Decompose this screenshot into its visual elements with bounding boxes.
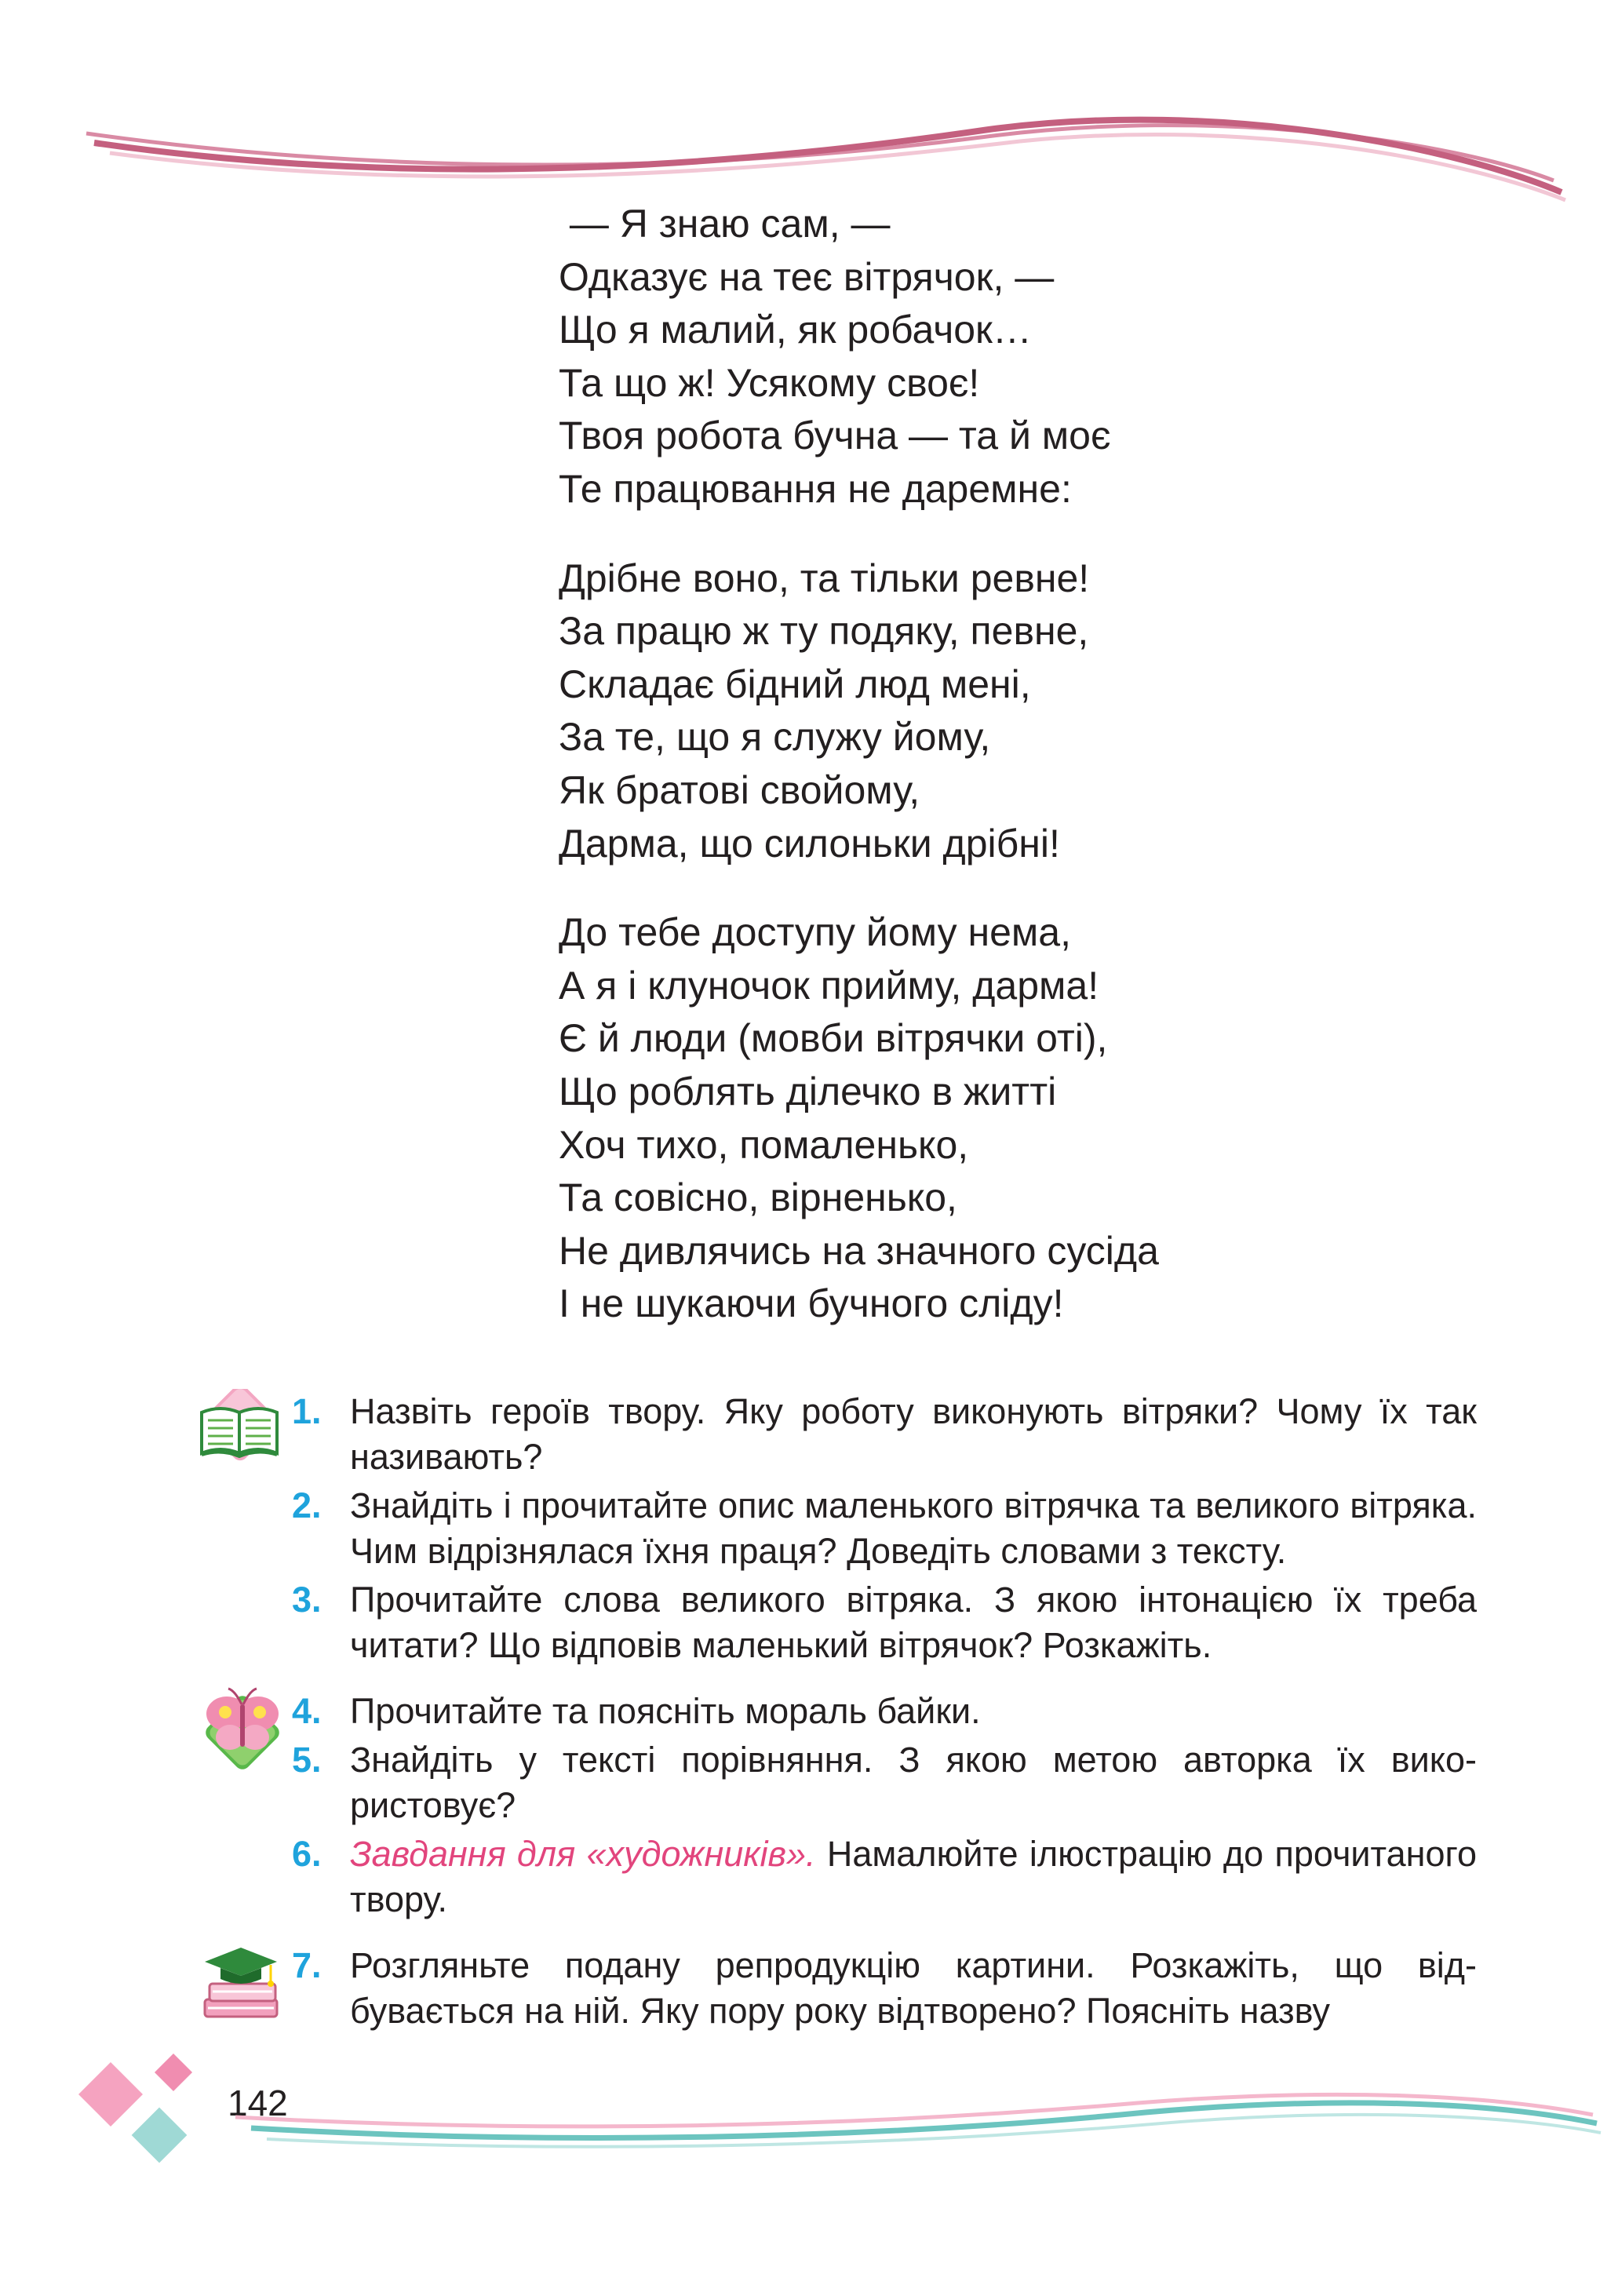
question-group-3 xyxy=(292,1943,1477,2034)
poem-line: За те, що я служу йому, xyxy=(559,715,991,760)
question-text: Намалюйте ілюстрацію до прочитаного твору. xyxy=(350,1834,1477,1919)
page-number: 142 xyxy=(228,2083,288,2123)
poem-line: Те працювання не даремне: xyxy=(559,466,1072,511)
butterfly-icon xyxy=(194,1681,291,1778)
question-item xyxy=(292,1689,1477,1734)
question-number: 2. xyxy=(292,1485,322,1525)
task-highlight: Завдання для «художників». xyxy=(350,1834,816,1874)
question-number: 6. xyxy=(292,1834,322,1874)
question-number: 4. xyxy=(292,1691,322,1731)
question-item xyxy=(292,1943,1477,2034)
stanza-1 xyxy=(559,198,1159,516)
bottom-swoosh-decoration xyxy=(0,2072,1607,2166)
poem-line: За працю ж ту подяку, певне, xyxy=(559,609,1089,654)
poem-line: Що роблять ділечко в житті xyxy=(559,1069,1057,1113)
question-group-1 xyxy=(292,1389,1477,1668)
question-text: Назвіть героїв твору. Яку роботу виконують вітряки? Чому їх так називають? xyxy=(350,1391,1477,1477)
poem-line: Дарма, що силоньки дрібні! xyxy=(559,821,1060,866)
question-text: Знайдіть у тексті порівняння. З якою метою авторка їх використовує? xyxy=(350,1740,1477,1825)
question-group-2 xyxy=(292,1689,1477,1922)
poem-line: До тебе доступу йому нема, xyxy=(559,910,1071,955)
question-number: 5. xyxy=(292,1740,322,1780)
graduation-cap-books-icon xyxy=(194,1938,288,2032)
stanza-3 xyxy=(559,906,1159,1331)
poem-line: І не шукаючи бучного сліду! xyxy=(559,1281,1064,1326)
poem-line: Як братові свойому, xyxy=(559,767,920,812)
question-text: Прочитайте та поясніть мораль байки. xyxy=(350,1691,981,1731)
poem-line: Та совісно, вірненько, xyxy=(559,1175,957,1220)
question-number: 1. xyxy=(292,1391,322,1431)
questions-section xyxy=(292,1389,1477,2054)
poem-line: Твоя робота бучна — та й моє xyxy=(559,414,1111,458)
question-text: Знайдіть і прочитайте опис маленького вітрячка та великого вітряка. Чим відрізнялася їхня праця? Доведіть словами з тексту. xyxy=(350,1485,1477,1571)
question-text: Розгляньте подану репродукцію картини. Розкажіть, що відбувається на ній. Яку пору року відтворено? Поясніть назву xyxy=(350,1945,1477,2031)
question-item xyxy=(292,1577,1477,1668)
poem-line: Є й люди (мовби вітрячки оті), xyxy=(559,1016,1108,1061)
top-swoosh-decoration xyxy=(0,94,1607,212)
question-number: 3. xyxy=(292,1580,322,1620)
poem-line: Не дивлячись на значного сусіда xyxy=(559,1228,1159,1273)
question-item xyxy=(292,1389,1477,1480)
poem-line: — Я знаю сам, — xyxy=(559,202,891,246)
stanza-2 xyxy=(559,552,1159,871)
poem-line: А я і клуночок прийму, дарма! xyxy=(559,963,1099,1008)
poem-line: Хоч тихо, помаленько, xyxy=(559,1122,969,1167)
question-text: Прочитайте слова великого вітряка. З якою інтонацією їх треба читати? Що відповів маленький вітрячок? Розкажіть. xyxy=(350,1580,1477,1665)
question-item xyxy=(292,1831,1477,1922)
poem-line: Одказує на теє вітрячок, — xyxy=(559,254,1055,299)
question-item xyxy=(292,1737,1477,1828)
poem-line: Складає бідний люд мені, xyxy=(559,661,1031,706)
poem-line: Що я малий, як робачок… xyxy=(559,308,1032,352)
poem-line: Та що ж! Усякому своє! xyxy=(559,360,980,405)
poem-line: Дрібне воно, та тільки ревне! xyxy=(559,556,1090,600)
question-item xyxy=(292,1483,1477,1574)
poem xyxy=(559,198,1159,1367)
question-number: 7. xyxy=(292,1945,322,1985)
open-book-icon xyxy=(194,1389,286,1481)
